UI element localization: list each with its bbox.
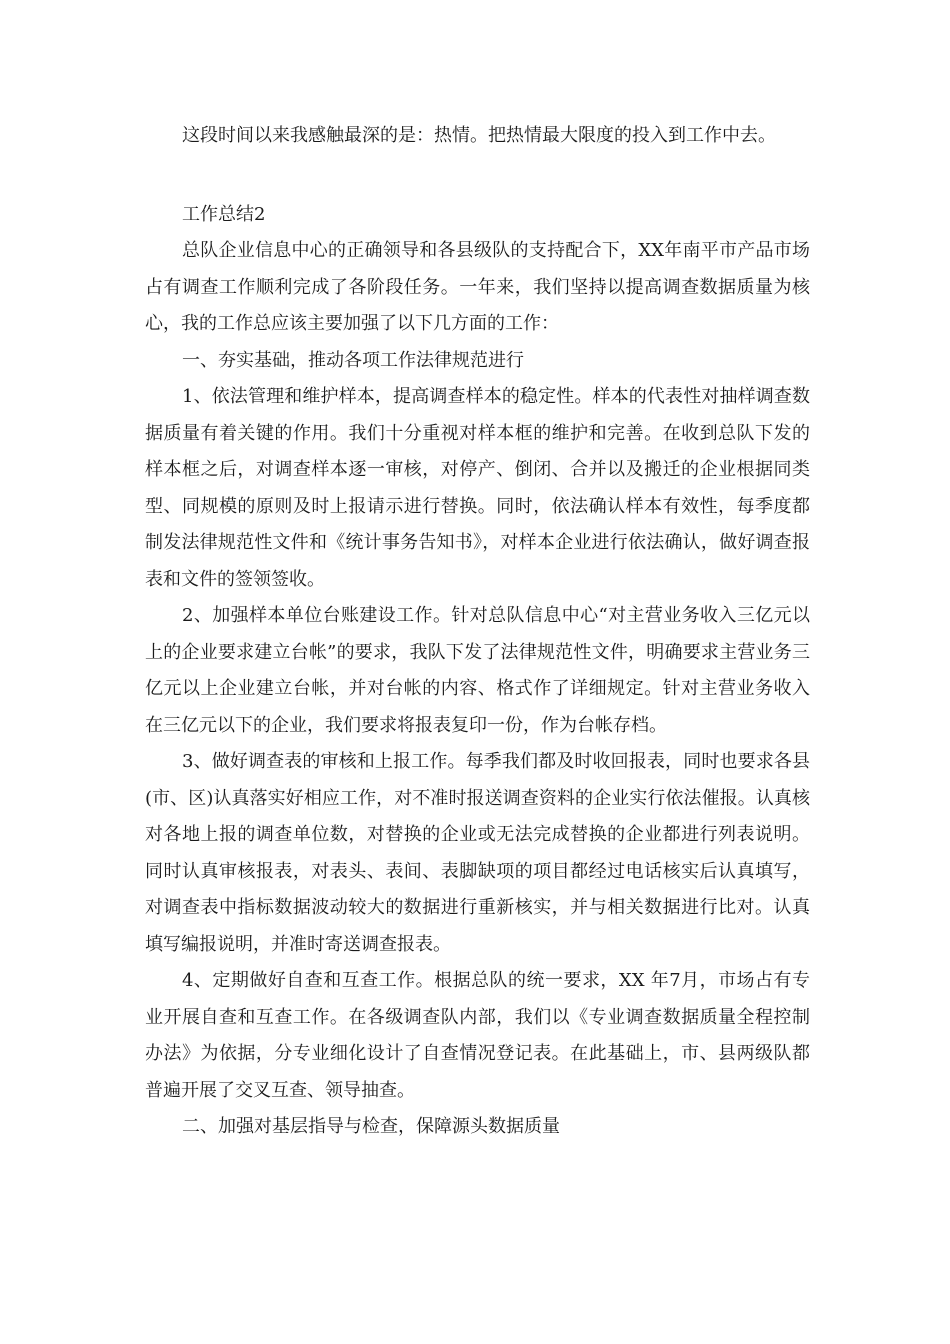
body-paragraph-5: 4、定期做好自查和互查工作。根据总队的统一要求，XX 年7月，市场占有专业开展自查和互查工作。在各级调查队内部，我们以《专业调查数据质量全程控制办法》为依据，分专业细化设计了自查情况登记表。在此基础上，市、县两级队都普遍开展了交叉互查、领导抽查。: [145, 970, 810, 1101]
body-paragraph-1: 总队企业信息中心的正确领导和各县级队的支持配合下，XX年南平市产品市场占有调查工作顺利完成了各阶段任务。一年来，我们坚持以提高调查数据质量为核心，我的工作总应该主要加强了以下几方面的工作：: [145, 240, 810, 334]
heading-one: 一、夯实基础，推动各项工作法律规范进行: [182, 349, 524, 371]
section-title: 工作总结2: [182, 203, 266, 225]
body-paragraph-4: 3、做好调查表的审核和上报工作。每季我们都及时收回报表，同时也要求各县(市、区)认真落实好相应工作，对不准时报送调查资料的企业实行依法催报。认真核对各地上报的调查单位数，对替换的企业或无法完成替换的企业都进行列表说明。同时认真审核报表，对表头、表间、表脚缺项的项目都经过电话核实后认真填写，对调查表中指标数据波动较大的数据进行重新核实，并与相关数据进行比对。认真填写编报说明，并准时寄送调查报表。: [145, 751, 810, 955]
body-paragraph-2: 1、依法管理和维护样本，提高调查样本的稳定性。样本的代表性对抽样调查数据质量有着关键的作用。我们十分重视对样本框的维护和完善。在收到总队下发的样本框之后，对调查样本逐一审核，对停产、倒闭、合并以及搬迁的企业根据同类型、同规模的原则及时上报请示进行替换。同时，依法确认样本有效性，每季度都制发法律规范性文件和《统计事务告知书》，对样本企业进行依法确认，做好调查报表和文件的签领签收。: [145, 386, 810, 590]
body-paragraph-3: 2、加强样本单位台账建设工作。针对总队信息中心“对主营业务收入三亿元以上的企业要求建立台帐”的要求，我队下发了法律规范性文件，明确要求主营业务三亿元以上企业建立台帐，并对台帐的内容、格式作了详细规定。针对主营业务收入在三亿元以下的企业，我们要求将报表复印一份，作为台帐存档。: [145, 605, 810, 736]
paragraph-gap: [145, 155, 810, 197]
heading-two: 二、加强对基层指导与检查，保障源头数据质量: [182, 1116, 560, 1137]
document-page: [145, 118, 810, 1146]
intro-paragraph: 这段时间以来我感触最深的是：热情。把热情最大限度的投入到工作中去。: [182, 125, 776, 146]
